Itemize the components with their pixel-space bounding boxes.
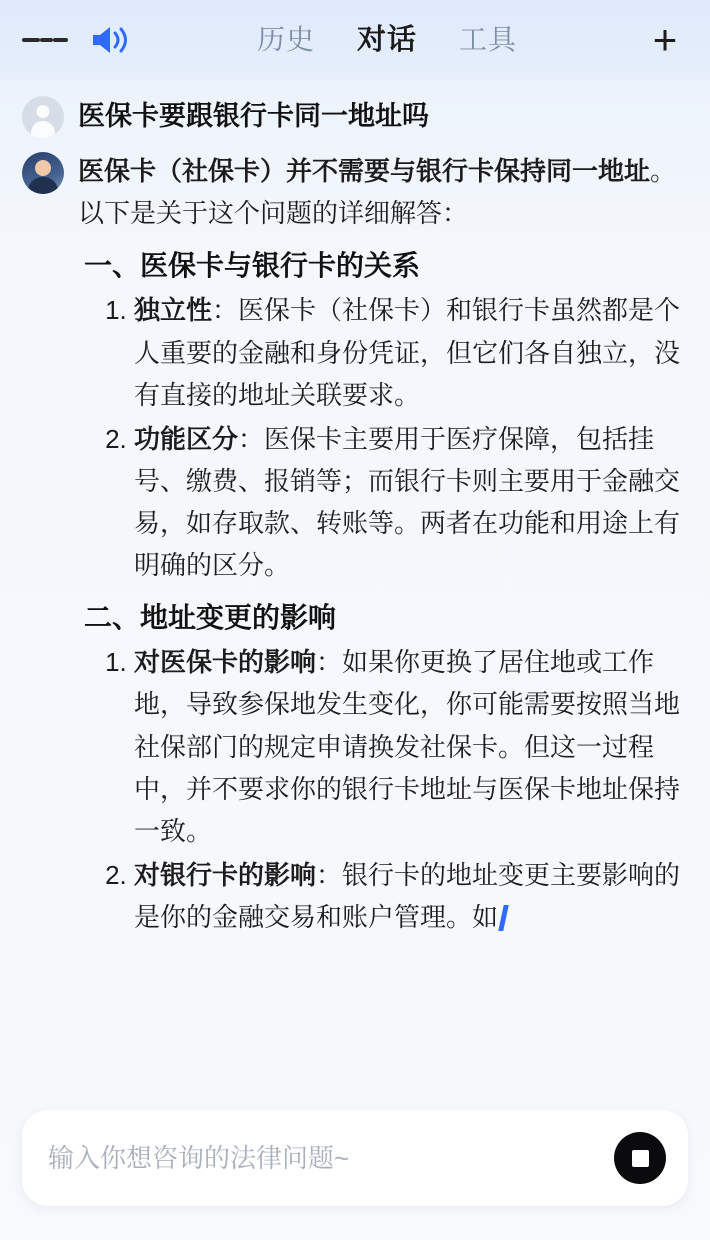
- stop-square-icon[interactable]: [614, 1132, 666, 1184]
- list-item: [134, 854, 688, 938]
- list-item-label: 功能区分: [134, 423, 239, 454]
- list-item: [134, 289, 688, 415]
- composer-area: [0, 1098, 710, 1240]
- list-item-text: ：医保卡（社保卡）和银行卡虽然都是个人重要的金融和身份凭证，但它们各自独立，没有直接的地址关联要求。: [134, 295, 681, 410]
- message-user: [22, 94, 688, 138]
- assistant-intro: [78, 150, 688, 234]
- list-item: [134, 418, 688, 586]
- stop-square-glyph: [632, 1150, 649, 1167]
- assistant-intro-rest: 。以下是关于这个问题的详细解答：: [78, 156, 677, 229]
- assistant-avatar: [22, 152, 64, 194]
- section-list-2: [78, 641, 688, 938]
- hamburger-menu-icon[interactable]: [22, 17, 68, 63]
- streaming-caret-icon: [498, 905, 509, 931]
- assistant-intro-bold: 医保卡（社保卡）并不需要与银行卡保持同一地址: [78, 156, 651, 186]
- composer-bar[interactable]: [22, 1110, 688, 1206]
- tab-bar: [150, 22, 624, 59]
- list-item-label: 对银行卡的影响: [134, 859, 317, 890]
- list-item-text: ：如果你更换了居住地或工作地，导致参保地发生变化，你可能需要按照当地社保部门的规定申请换发社保卡。但这一过程中，并不要求你的银行卡地址与医保卡地址保持一致。: [134, 647, 681, 846]
- chat-scroll-area[interactable]: [0, 80, 710, 1098]
- list-item: [134, 641, 688, 852]
- tab-history[interactable]: 历史: [256, 24, 315, 55]
- message-assistant: [22, 150, 688, 942]
- section-list-1: [78, 289, 688, 586]
- tab-chat[interactable]: 对话: [356, 23, 417, 56]
- user-message-text: 医保卡要跟银行卡同一地址吗: [78, 101, 429, 131]
- section-heading-2: 二、地址变更的影响: [84, 602, 337, 634]
- list-item-label: 对医保卡的影响: [134, 647, 317, 678]
- top-bar: [0, 0, 710, 80]
- assistant-message-body: [78, 150, 688, 942]
- new-chat-plus-icon[interactable]: +: [652, 16, 678, 63]
- list-item-text: ：银行卡的地址变更主要影响的是你的金融交易和账户管理。如: [134, 859, 681, 933]
- list-item-label: 独立性: [134, 295, 213, 326]
- list-item-text: ：医保卡主要用于医疗保障，包括挂号、缴费、报销等；而银行卡则主要用于金融交易，如存取款、转账等。两者在功能和用途上有明确的区分。: [134, 423, 681, 581]
- speaker-icon[interactable]: [86, 17, 132, 63]
- section-heading-1: 一、医保卡与银行卡的关系: [84, 250, 421, 282]
- message-input[interactable]: [48, 1143, 614, 1174]
- tab-tools[interactable]: 工具: [459, 24, 518, 55]
- user-avatar: [22, 96, 64, 138]
